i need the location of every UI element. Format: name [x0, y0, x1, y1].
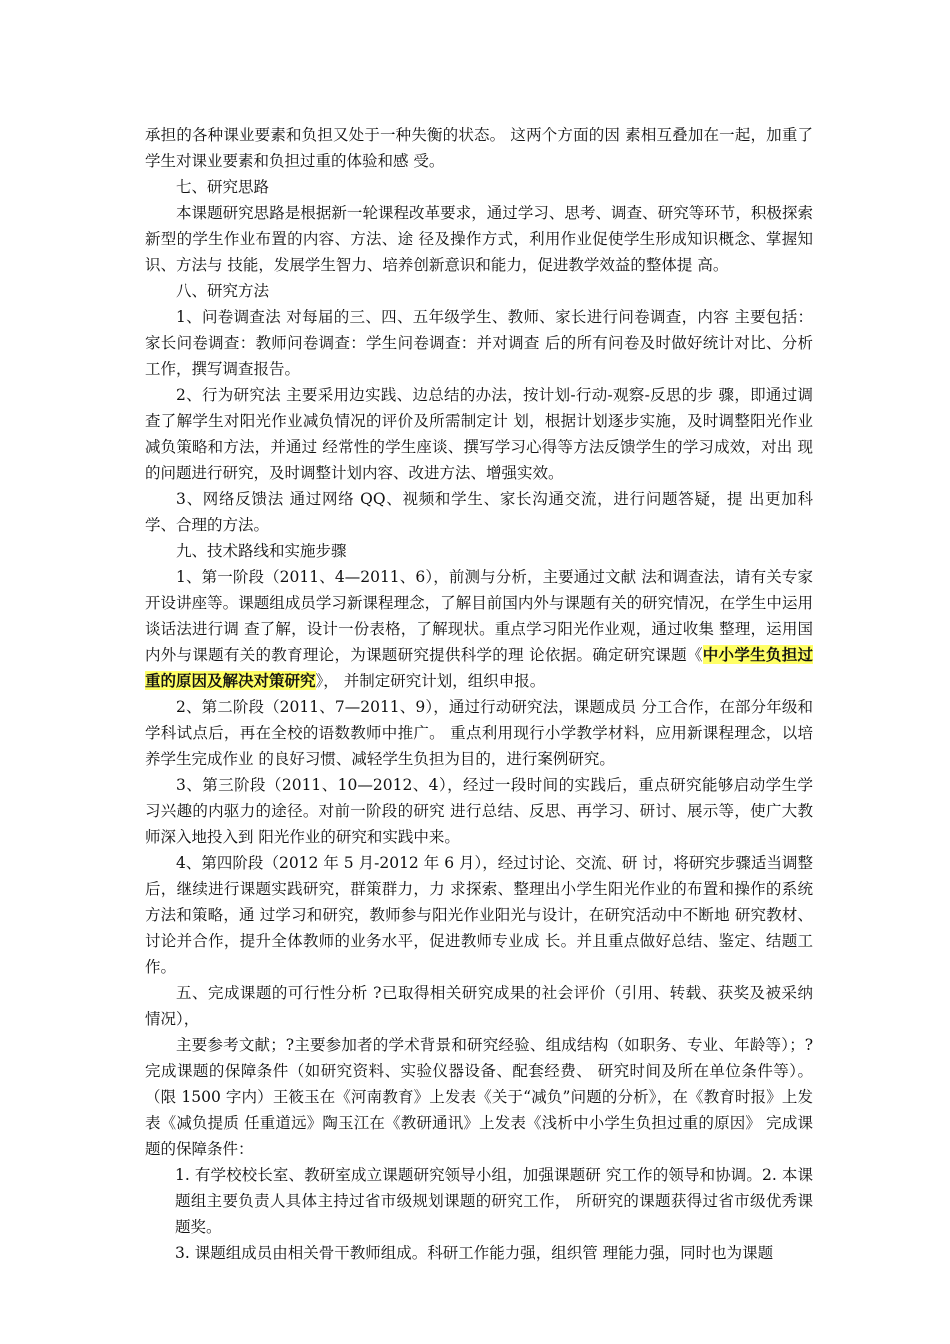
paragraph-stage-three: 3、第三阶段（2011、10—2012、4），经过一段时间的实践后，重点研究能够启动学生学习兴趣的内驱力的途径。对前一阶段的研究 进行总结、反思、再学习、研讨、展示等，使广大教师深入地投入到 阳光作业的研究和实践中来。	[145, 776, 813, 846]
list-item-guarantee-1-2: 1. 有学校校长室、教研室成立课题研究领导小组，加强课题研 究工作的领导和协调。2. 本课题组主要负责人具体主持过省市级规划课题的研究工作， 所研究的课题获得过省市级优秀课题奖。	[175, 1166, 813, 1236]
paragraph-research-approach: 本课题研究思路是根据新一轮课程改革要求，通过学习、思考、调查、研究等环节，积极探索新型的学生作业布置的内容、方法、途 径及操作方式，利用作业促使学生形成知识概念、掌握知识、方法与 技能，发展学生智力、培养创新意识和能力，促进教学效益的整体提 高。	[145, 204, 813, 274]
paragraph-references: 主要参考文献；?主要参加者的学术背景和研究经验、组成结构（如职务、专业、年龄等）；?完成课题的保障条件（如研究资料、实验仪器设备、配套经费、 研究时间及所在单位条件等）。（限 1500 字内）王筱玉在《河南教育》上发表《关于“减负”问题的分析》，在《教育时报》上发表《减负提质 任重道远》陶玉江在《教研通讯》上发表《浅析中小学生负担过重的原因》 完成课题的保障条件：	[145, 1036, 813, 1158]
paragraph-stage-one	[145, 564, 813, 694]
paragraph-action-research-method: 2、行为研究法 主要采用边实践、边总结的办法，按计划-行动-观察-反思的步 骤，即通过调查了解学生对阳光作业减负情况的评价及所需制定计 划，根据计划逐步实施，及时调整阳光作业减负策略和方法，并通过 经常性的学生座谈、撰写学习心得等方法反馈学生的学习成效，对出 现的问题进行研究，及时调整计划内容、改进方法、增强实效。	[145, 386, 813, 482]
heading-research-methods: 八、研究方法	[176, 282, 270, 300]
paragraph-feasibility: 五、完成课题的可行性分析 ?已取得相关研究成果的社会评价（引用、转载、获奖及被采纳 情况），	[145, 984, 813, 1028]
document-body	[145, 122, 813, 1266]
paragraph-network-feedback-method: 3、网络反馈法 通过网络 QQ、视频和学生、家长沟通交流，进行问题答疑，提 出更加科学、合理的方法。	[145, 490, 813, 534]
paragraph-questionnaire-method: 1、问卷调查法 对每届的三、四、五年级学生、教师、家长进行问卷调查，内容 主要包括：家长问卷调查：教师问卷调查：学生问卷调查：并对调查 后的所有问卷及时做好统计对比、分析工作，撰写调查报告。	[145, 308, 813, 378]
stage-one-text: 1、第一阶段（2011、4—2011、6），前测与分析，主要通过文献 法和调查法，请有关专家开设讲座等。课题组成员学习新课程理念，了解目前国内外与课题有关的研究情况，在学生中运用谈话法进行调 查了解，设计一份表格，了解现状。重点学习阳光作业观，通过收集 整理，运用国内外与课题有关的教育理论，为课题研究提供科学的理 论依据。确定研究课题《	[145, 568, 813, 664]
paragraph-balance-state: 承担的各种课业要素和负担又处于一种失衡的状态。 这两个方面的因 素相互叠加在一起，加重了学生对课业要素和负担过重的体验和感 受。	[145, 126, 813, 170]
stage-one-text-end: 》， 并制定研究计划，组织申报。	[315, 672, 546, 690]
paragraph-stage-four: 4、第四阶段（2012 年 5 月-2012 年 6 月），经过讨论、交流、研 讨，将研究步骤适当调整后，继续进行课题实践研究，群策群力，力 求探索、整理出小学生阳光作业的布置和操作的系统方法和策略，通 过学习和研究，教师参与阳光作业阳光与设计，在研究活动中不断地 研究教材、讨论并合作，提升全体教师的业务水平，促进教师专业成 长。并且重点做好总结、鉴定、结题工作。	[145, 854, 813, 976]
highlighted-topic-title: 中小学生负担过重的原因及解决对策研究	[145, 645, 813, 690]
heading-research-approach: 七、研究思路	[176, 178, 270, 196]
paragraph-stage-two: 2、第二阶段（2011、7—2011、9），通过行动研究法，课题成员 分工合作，在部分年级和学科试点后，再在全校的语数教师中推广。 重点利用现行小学教学材料，应用新课程理念，以培养学生完成作业 的良好习惯、减轻学生负担为目的，进行案例研究。	[145, 698, 813, 768]
heading-technical-route: 九、技术路线和实施步骤	[176, 542, 347, 560]
list-item-guarantee-3: 3. 课题组成员由相关骨干教师组成。科研工作能力强，组织管 理能力强，同时也为课题	[175, 1244, 774, 1262]
